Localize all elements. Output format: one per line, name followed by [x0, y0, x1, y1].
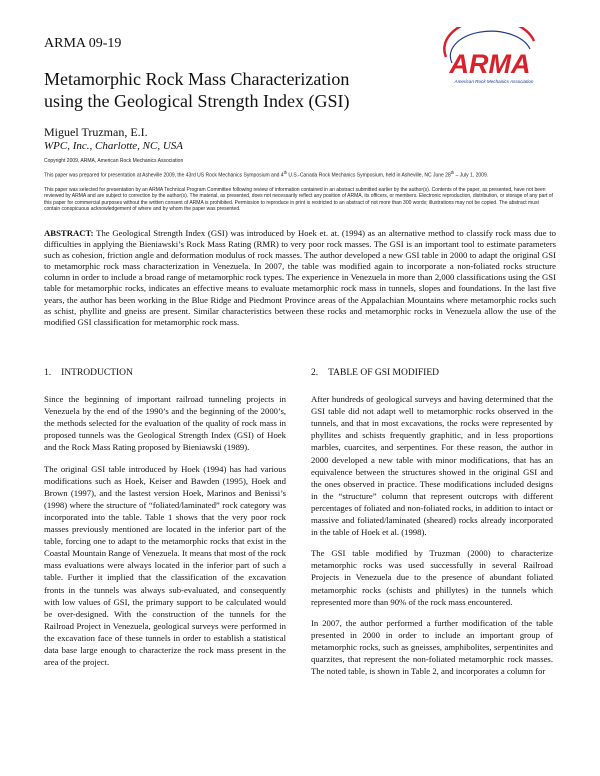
prep-text-c: – July 1, 2009.	[454, 172, 489, 179]
abstract-label: ABSTRACT:	[44, 228, 94, 238]
author-name: Miguel Truzman, E.I.	[44, 125, 148, 139]
logo-text: ARMA	[449, 49, 531, 79]
abstract	[44, 228, 556, 328]
presentation-note	[44, 170, 556, 179]
intro-paragraph-2: The original GSI table introduced by Hoek (1994) has had various modifications such as Hoek, Keiser and Bawden (1995), Hoek and Brown (1997), and the lastest version Hoek, Marinos and Benissi’s (1998) where the structure of “foliated/laminated” rock category was incorporated into the table. Table 1 shows that the very poor rock masses previously mentioned are located in the inferior part of the table, forcing one to adapt to the metamorphic rocks that exist in the Coastal Mountain Range of Venezuela. It means that most of the rock mass evaluations were always located in the inferior part of such a table. Further it implied that the classification of the excavation fronts in the tunnels was always sub-evaluated, and consequently with low values of GSI, the primary support to be calculated would be over-designed. With the construction of the tunnels for the Railroad Project in Venezuela, geological surveys were performed in the excavation face of these tunnels in order to establish a statistical data base large enough to characterize the rock mass present in the area of the project.	[44, 463, 286, 668]
copyright-notice: Copyright 2009, ARMA, American Rock Mechanics Association	[44, 158, 184, 164]
abstract-text: The Geological Strength Index (GSI) was introduced by Hoek et. at. (1994) as an alternative method to classify rock mass due to difficulties in applying the Bieniawski’s Rock Mass Rating (RMR) to very poor rock masses. The GSI is an important tool to estimate parameters such as cohesion, friction angle and deformation modulus of rock masses. The author developed a new GSI table in 2000 to adapt the original GSI to metamorphic rock mass characterization in Venezuela. In 2007, the table was modified again to incorporate a non-foliated rocks structure column in order to include a broad range of metamorphic rock types. The experience in Venezuela in more than 2,000 classifications using the GSI table for metamorphic rocks, indicates an effective means to evaluate metamorphic rock mass in tunnels, slopes and foundations. In the last five years, the author has been working in the Blue Ridge and Piedmont Province areas of the Appalachian Mountains where metamorphic rocks such as schist, phyllite and gneiss are present. Similar characteristics between these rocks and metamorphic rocks in Venezuela allow the use of the modified GSI classification for metamorphic rock mass.	[44, 228, 556, 327]
prep-text-a: This paper was prepared for presentation at Asheville 2009, the 43rd US Rock Mechanics Symposium and 4	[44, 172, 284, 179]
prep-text-b: U.S.-Canada Rock Mechanics Symposium, held in Asheville, NC June 28	[287, 172, 451, 179]
selection-note: This paper was selected for presentation by an ARMA Technical Program Committee following review of information contained in an abstract submitted earlier by the author(s). Contents of the paper, as presented, have not been reviewed by ARMA and are subject to correction by the author(s). The material, as presented, does not necessarily reflect any position of ARMA, its officers, or members. Electronic reproduction, distribution, or storage of any part of this paper for commercial purposes without the written consent of ARMA is prohibited. Permission to reproduce in print is restricted to an abstract of not more than 300 words; illustrations may not be copied. The abstract must contain conspicuous acknowledgement of where and by whom the paper was presented.	[44, 187, 553, 213]
intro-paragraph-1: Since the beginning of important railroad tunneling projects in Venezuela by the end of the 1990’s and the beginning of the 2000’s, the methods selected for the evaluation of the quality of rock mass in proposed tunnels was the Geological Strength Index (GSI) of Hoek and the Rock Mass Rating proposed by Bieniawski (1989).	[44, 394, 286, 453]
section-title: TABLE OF GSI MODIFIED	[328, 368, 439, 378]
paper-title	[44, 68, 404, 112]
section-title: INTRODUCTION	[61, 368, 133, 378]
title-line-1: Metamorphic Rock Mass Characterization	[44, 69, 350, 89]
prep-sup-1: th	[283, 170, 288, 175]
section-number: 1.	[44, 368, 52, 378]
logo-tagline: American Rock Mechanics Association	[454, 79, 534, 84]
prep-sup-2: th	[450, 170, 455, 175]
gsi-paragraph-3: In 2007, the author performed a further modification of the table presented in 2000 in order to include an important group of metamorphic rocks, such as gneisses, amphibolites, serpentinites and quarzites, that represent the non-foliated metamorphic rock masses. The noted table, is shown in Table 2, and incorporates a column for	[311, 617, 553, 677]
paper-id: ARMA 09-19	[44, 36, 122, 51]
gsi-paragraph-2: The GSI table modified by Truzman (2000) to characterize metamorphic rocks was used successfully in several Railroad Projects in Venezuela due to the presence of abundant foliated metamorphic rocks (schists and phillytes) in the tunnels which represented more than 90% of the rock mass encountered.	[311, 548, 553, 607]
arma-logo	[438, 27, 548, 87]
section-heading-gsi-modified	[311, 367, 553, 379]
title-line-2: using the Geological Strength Index (GSI)	[44, 91, 350, 111]
section-number: 2.	[311, 368, 319, 378]
left-column	[44, 367, 286, 677]
gsi-paragraph-1: After hundreds of geological surveys and having determined that the GSI table did not adapt well to metamorphic rocks observed in the tunnels, and that in most excavations, the rocks were represented by phyllites and schists frequently graphitic, and in less proportions marbles, cuarcites, and serpentines. For these reason, the author in 2000 developed a new table with minor modifications, that has an equivalence between the structures showed in the original GSI and the ones observed in practice. These modifications included designs in the “structure” column that represent outcrops with different percentages of foliated and non-foliated rocks, in addition to intact or massive and foliated/laminated (sheared) rocks already incorporated in the table of Hoek et al. (1998).	[311, 394, 553, 538]
right-column	[311, 367, 553, 686]
author-affiliation: WPC, Inc., Charlotte, NC, USA	[44, 140, 184, 152]
section-heading-introduction	[44, 367, 286, 379]
